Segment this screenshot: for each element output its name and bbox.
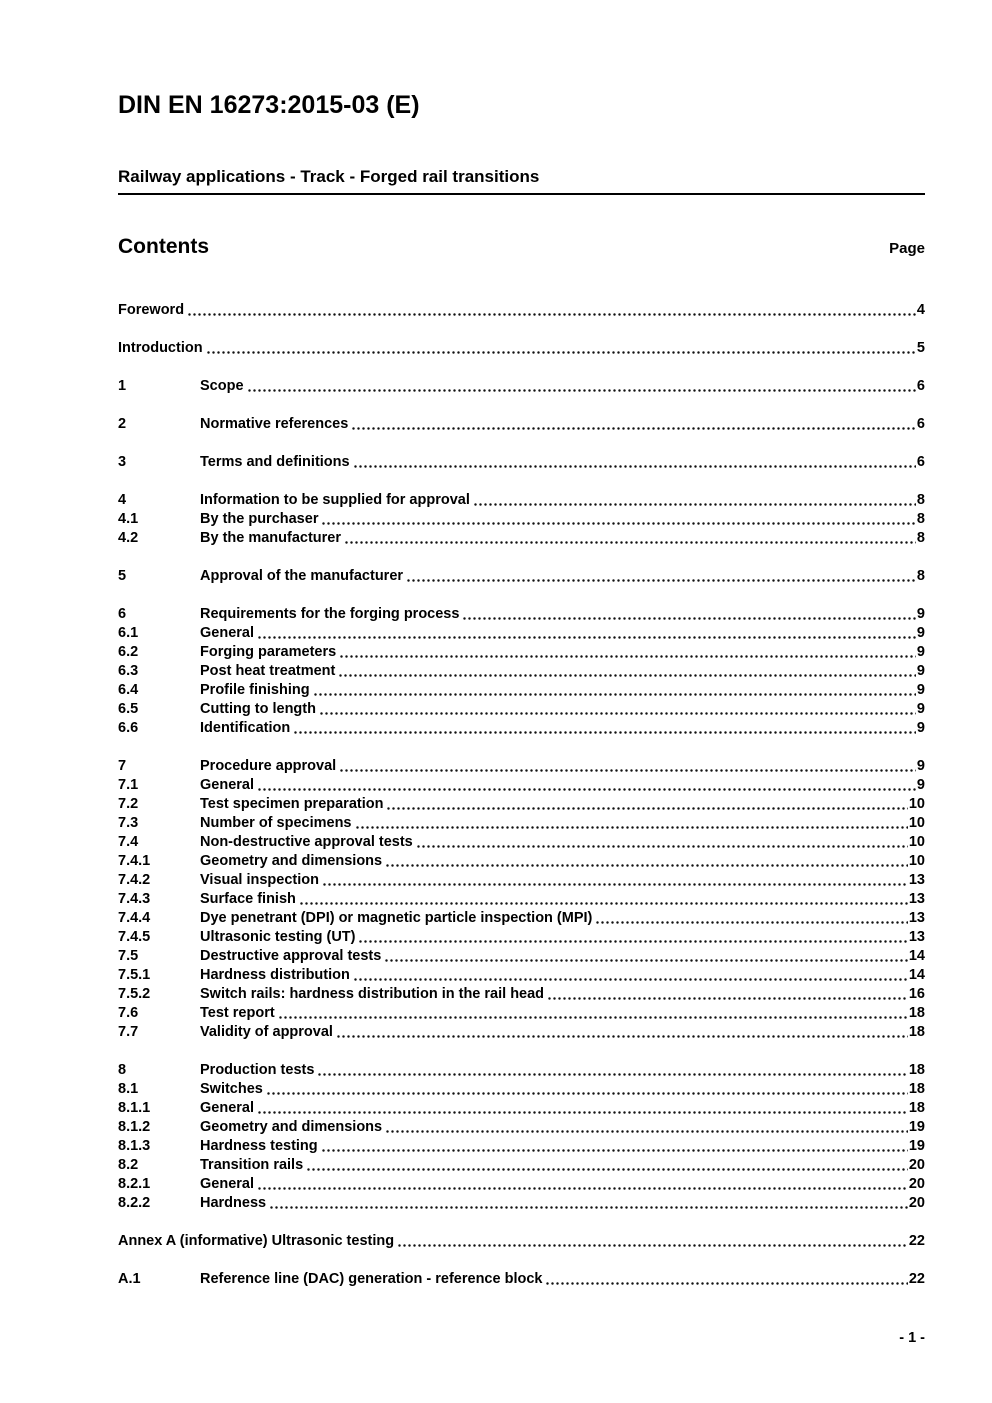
toc-entry-title: Requirements for the forging process <box>200 605 460 622</box>
toc-entry-page: 6 <box>916 415 925 432</box>
toc-row[interactable] <box>118 1080 925 1099</box>
toc-row[interactable] <box>118 1156 925 1175</box>
toc-entry-number: 3 <box>118 453 127 470</box>
toc-row[interactable] <box>118 510 925 529</box>
toc-entry-page: 18 <box>908 1099 925 1116</box>
toc-entry-title: Test specimen preparation <box>200 795 384 812</box>
toc-entry-page: 18 <box>908 1023 925 1040</box>
toc-entry-page: 20 <box>908 1156 925 1173</box>
toc-entry-page: 20 <box>908 1175 925 1192</box>
toc-leader-dots <box>545 1270 907 1289</box>
toc-entry-page: 9 <box>916 643 925 660</box>
toc-leader-dots <box>299 890 908 909</box>
doc-subtitle: Railway applications - Track - Forged rail transitions <box>118 168 925 195</box>
toc-leader-dots <box>257 1099 908 1118</box>
toc-leader-dots <box>321 510 915 529</box>
toc-leader-dots <box>269 1194 908 1213</box>
toc-row[interactable] <box>118 681 925 700</box>
toc-entry-page: 8 <box>916 529 925 546</box>
toc-leader-dots <box>358 928 907 947</box>
toc-entry-title: Production tests <box>200 1061 315 1078</box>
toc-entry-number: 8.2.1 <box>118 1175 151 1192</box>
toc-entry-title: Validity of approval <box>200 1023 333 1040</box>
toc-entry-number: 1 <box>118 377 127 394</box>
toc-entry-title: Number of specimens <box>200 814 352 831</box>
toc-leader-dots <box>351 415 916 434</box>
contents-header <box>118 235 925 259</box>
toc-row[interactable] <box>118 1270 925 1289</box>
toc-leader-dots <box>266 1080 908 1099</box>
toc-entry-title: Switches <box>200 1080 263 1097</box>
toc-row[interactable] <box>118 529 925 548</box>
toc-entry-page: 18 <box>908 1004 925 1021</box>
toc-leader-dots <box>206 339 916 358</box>
toc-entry-number: A.1 <box>118 1270 141 1287</box>
toc <box>118 301 925 1289</box>
toc-group <box>118 301 925 320</box>
toc-row[interactable] <box>118 966 925 985</box>
toc-entry-page: 18 <box>908 1080 925 1097</box>
toc-entry-number: 7.6 <box>118 1004 139 1021</box>
toc-entry-page: 22 <box>908 1270 925 1287</box>
doc-title: DIN EN 16273:2015-03 (E) <box>118 91 420 119</box>
toc-entry-title: Annex A (informative) Ultrasonic testing <box>118 1232 395 1249</box>
toc-row[interactable] <box>118 852 925 871</box>
toc-row[interactable] <box>118 700 925 719</box>
toc-entry-page: 13 <box>908 928 925 945</box>
toc-leader-dots <box>339 643 916 662</box>
toc-leader-dots <box>353 453 916 472</box>
toc-entry-page: 8 <box>916 491 925 508</box>
toc-entry-title: General <box>200 624 254 641</box>
toc-row[interactable] <box>118 795 925 814</box>
toc-leader-dots <box>386 795 907 814</box>
toc-entry-page: 9 <box>916 681 925 698</box>
toc-entry-page: 16 <box>908 985 925 1002</box>
toc-row[interactable] <box>118 909 925 928</box>
toc-entry-title: Hardness <box>200 1194 267 1211</box>
toc-entry-page: 9 <box>916 776 925 793</box>
toc-entry-number: 7.4.3 <box>118 890 151 907</box>
toc-entry-page: 9 <box>916 624 925 641</box>
toc-row[interactable] <box>118 605 925 624</box>
toc-entry-page: 13 <box>908 909 925 926</box>
toc-leader-dots <box>385 1118 908 1137</box>
toc-leader-dots <box>406 567 916 586</box>
toc-entry-number: 8.2.2 <box>118 1194 151 1211</box>
toc-entry-number: 6.1 <box>118 624 139 641</box>
toc-entry-title: Visual inspection <box>200 871 319 888</box>
toc-row[interactable] <box>118 928 925 947</box>
toc-entry-page: 9 <box>916 662 925 679</box>
toc-entry-number: 7.4.2 <box>118 871 151 888</box>
toc-leader-dots <box>339 757 916 776</box>
toc-group <box>118 453 925 472</box>
toc-group <box>118 567 925 586</box>
toc-entry-number: 8 <box>118 1061 127 1078</box>
toc-entry-number: 6.3 <box>118 662 139 679</box>
toc-leader-dots <box>257 624 916 643</box>
toc-entry-title: Hardness testing <box>200 1137 318 1154</box>
toc-entry-number: 5 <box>118 567 127 584</box>
toc-entry-page: 9 <box>916 605 925 622</box>
toc-entry-title: Post heat treatment <box>200 662 336 679</box>
toc-entry-page: 10 <box>908 795 925 812</box>
toc-entry-number: 7.5.2 <box>118 985 151 1002</box>
toc-entry-page: 18 <box>908 1061 925 1078</box>
toc-entry-page: 14 <box>908 947 925 964</box>
toc-entry-title: Information to be supplied for approval <box>200 491 470 508</box>
toc-row[interactable] <box>118 567 925 586</box>
toc-entry-title: Forging parameters <box>200 643 337 660</box>
toc-leader-dots <box>247 377 916 396</box>
toc-row[interactable] <box>118 415 925 434</box>
toc-row[interactable] <box>118 985 925 1004</box>
toc-entry-number: 7.1 <box>118 776 139 793</box>
toc-entry-number: 7.4.1 <box>118 852 151 869</box>
toc-entry-number: 8.1.2 <box>118 1118 151 1135</box>
toc-leader-dots <box>278 1004 908 1023</box>
toc-entry-title: Profile finishing <box>200 681 310 698</box>
toc-leader-dots <box>257 776 916 795</box>
toc-entry-page: 9 <box>916 719 925 736</box>
toc-row[interactable] <box>118 662 925 681</box>
toc-leader-dots <box>416 833 908 852</box>
toc-entry-title: Destructive approval tests <box>200 947 382 964</box>
toc-row[interactable] <box>118 301 925 320</box>
toc-row[interactable] <box>118 890 925 909</box>
toc-entry-number: 6.6 <box>118 719 139 736</box>
toc-entry-number: 8.1.1 <box>118 1099 151 1116</box>
toc-entry-page: 10 <box>908 833 925 850</box>
toc-entry-number: 7.4.5 <box>118 928 151 945</box>
toc-entry-page: 14 <box>908 966 925 983</box>
toc-leader-dots <box>595 909 907 928</box>
toc-row[interactable] <box>118 1137 925 1156</box>
toc-entry-number: 7.5.1 <box>118 966 151 983</box>
toc-entry-number: 7.7 <box>118 1023 139 1040</box>
toc-entry-page: 10 <box>908 814 925 831</box>
toc-entry-title: General <box>200 1175 254 1192</box>
toc-leader-dots <box>257 1175 908 1194</box>
toc-entry-number: 7.3 <box>118 814 139 831</box>
toc-group <box>118 491 925 548</box>
toc-entry-page: 19 <box>908 1137 925 1154</box>
toc-entry-title: Reference line (DAC) generation - reference block <box>200 1270 543 1287</box>
toc-group <box>118 757 925 1042</box>
toc-entry-title: Procedure approval <box>200 757 337 774</box>
toc-entry-number: 7.4 <box>118 833 139 850</box>
toc-leader-dots <box>317 1061 907 1080</box>
toc-entry-number: 4.1 <box>118 510 139 527</box>
toc-leader-dots <box>353 966 908 985</box>
toc-group <box>118 1270 925 1289</box>
toc-entry-title: Geometry and dimensions <box>200 1118 383 1135</box>
toc-leader-dots <box>313 681 916 700</box>
toc-entry-number: 7.5 <box>118 947 139 964</box>
toc-group <box>118 377 925 396</box>
toc-leader-dots <box>397 1232 908 1251</box>
toc-row[interactable] <box>118 833 925 852</box>
page-number-footer: - 1 - <box>899 1330 925 1346</box>
toc-entry-page: 9 <box>916 700 925 717</box>
toc-row[interactable] <box>118 1099 925 1118</box>
toc-entry-title: Surface finish <box>200 890 296 907</box>
toc-entry-title: Hardness distribution <box>200 966 350 983</box>
toc-row[interactable] <box>118 1061 925 1080</box>
toc-entry-number: 6.2 <box>118 643 139 660</box>
toc-leader-dots <box>321 1137 908 1156</box>
toc-entry-title: Identification <box>200 719 291 736</box>
toc-row[interactable] <box>118 491 925 510</box>
toc-entry-number: 2 <box>118 415 127 432</box>
toc-row[interactable] <box>118 377 925 396</box>
toc-leader-dots <box>293 719 916 738</box>
toc-group <box>118 1232 925 1251</box>
toc-entry-title: Approval of the manufacturer <box>200 567 404 584</box>
toc-leader-dots <box>384 947 908 966</box>
toc-entry-number: 8.1.3 <box>118 1137 151 1154</box>
toc-leader-dots <box>385 852 908 871</box>
toc-row[interactable] <box>118 814 925 833</box>
toc-row[interactable] <box>118 339 925 358</box>
toc-leader-dots <box>306 1156 908 1175</box>
toc-row[interactable] <box>118 719 925 738</box>
toc-entry-page: 13 <box>908 871 925 888</box>
toc-entry-title: Introduction <box>118 339 203 356</box>
toc-row[interactable] <box>118 1175 925 1194</box>
toc-entry-title: Cutting to length <box>200 700 316 717</box>
toc-entry-title: Normative references <box>200 415 349 432</box>
toc-entry-title: General <box>200 1099 254 1116</box>
toc-leader-dots <box>462 605 915 624</box>
toc-entry-number: 8.2 <box>118 1156 139 1173</box>
toc-entry-page: 13 <box>908 890 925 907</box>
toc-entry-title: Terms and definitions <box>200 453 350 470</box>
toc-entry-number: 8.1 <box>118 1080 139 1097</box>
toc-entry-number: 4 <box>118 491 127 508</box>
toc-entry-title: Dye penetrant (DPI) or magnetic particle inspection (MPI) <box>200 909 593 926</box>
toc-leader-dots <box>344 529 916 548</box>
toc-row[interactable] <box>118 1232 925 1251</box>
toc-group <box>118 339 925 358</box>
toc-entry-title: Geometry and dimensions <box>200 852 383 869</box>
toc-row[interactable] <box>118 776 925 795</box>
toc-row[interactable] <box>118 871 925 890</box>
toc-leader-dots <box>322 871 908 890</box>
toc-entry-title: General <box>200 776 254 793</box>
toc-entry-title: Foreword <box>118 301 185 318</box>
toc-entry-page: 8 <box>916 567 925 584</box>
toc-leader-dots <box>547 985 908 1004</box>
toc-group <box>118 415 925 434</box>
toc-entry-title: Switch rails: hardness distribution in the rail head <box>200 985 545 1002</box>
toc-entry-title: Transition rails <box>200 1156 304 1173</box>
toc-entry-page: 9 <box>916 757 925 774</box>
toc-leader-dots <box>473 491 916 510</box>
toc-entry-page: 22 <box>908 1232 925 1249</box>
toc-entry-page: 6 <box>916 377 925 394</box>
toc-entry-title: Ultrasonic testing (UT) <box>200 928 356 945</box>
toc-entry-number: 4.2 <box>118 529 139 546</box>
contents-heading: Contents <box>118 234 209 258</box>
toc-row[interactable] <box>118 624 925 643</box>
toc-entry-page: 4 <box>916 301 925 318</box>
toc-entry-page: 10 <box>908 852 925 869</box>
toc-entry-page: 20 <box>908 1194 925 1211</box>
toc-row[interactable] <box>118 947 925 966</box>
toc-row[interactable] <box>118 757 925 776</box>
toc-entry-title: Test report <box>200 1004 275 1021</box>
toc-entry-page: 5 <box>916 339 925 356</box>
toc-row[interactable] <box>118 1118 925 1137</box>
toc-entry-number: 7.2 <box>118 795 139 812</box>
toc-group <box>118 1061 925 1213</box>
toc-leader-dots <box>187 301 916 320</box>
toc-entry-page: 19 <box>908 1118 925 1135</box>
toc-entry-number: 7.4.4 <box>118 909 151 926</box>
toc-entry-number: 7 <box>118 757 127 774</box>
toc-entry-page: 6 <box>916 453 925 470</box>
toc-entry-number: 6.5 <box>118 700 139 717</box>
toc-entry-number: 6 <box>118 605 127 622</box>
toc-group <box>118 605 925 738</box>
toc-leader-dots <box>355 814 908 833</box>
toc-entry-title: Non-destructive approval tests <box>200 833 413 850</box>
toc-row[interactable] <box>118 1194 925 1213</box>
toc-entry-number: 6.4 <box>118 681 139 698</box>
toc-entry-title: By the purchaser <box>200 510 319 527</box>
toc-row[interactable] <box>118 1004 925 1023</box>
toc-entry-page: 8 <box>916 510 925 527</box>
toc-row[interactable] <box>118 643 925 662</box>
toc-leader-dots <box>336 1023 908 1042</box>
toc-row[interactable] <box>118 1023 925 1042</box>
page-column-label: Page <box>889 239 925 257</box>
toc-entry-title: By the manufacturer <box>200 529 342 546</box>
toc-leader-dots <box>319 700 916 719</box>
toc-row[interactable] <box>118 453 925 472</box>
toc-leader-dots <box>338 662 916 681</box>
toc-entry-title: Scope <box>200 377 244 394</box>
